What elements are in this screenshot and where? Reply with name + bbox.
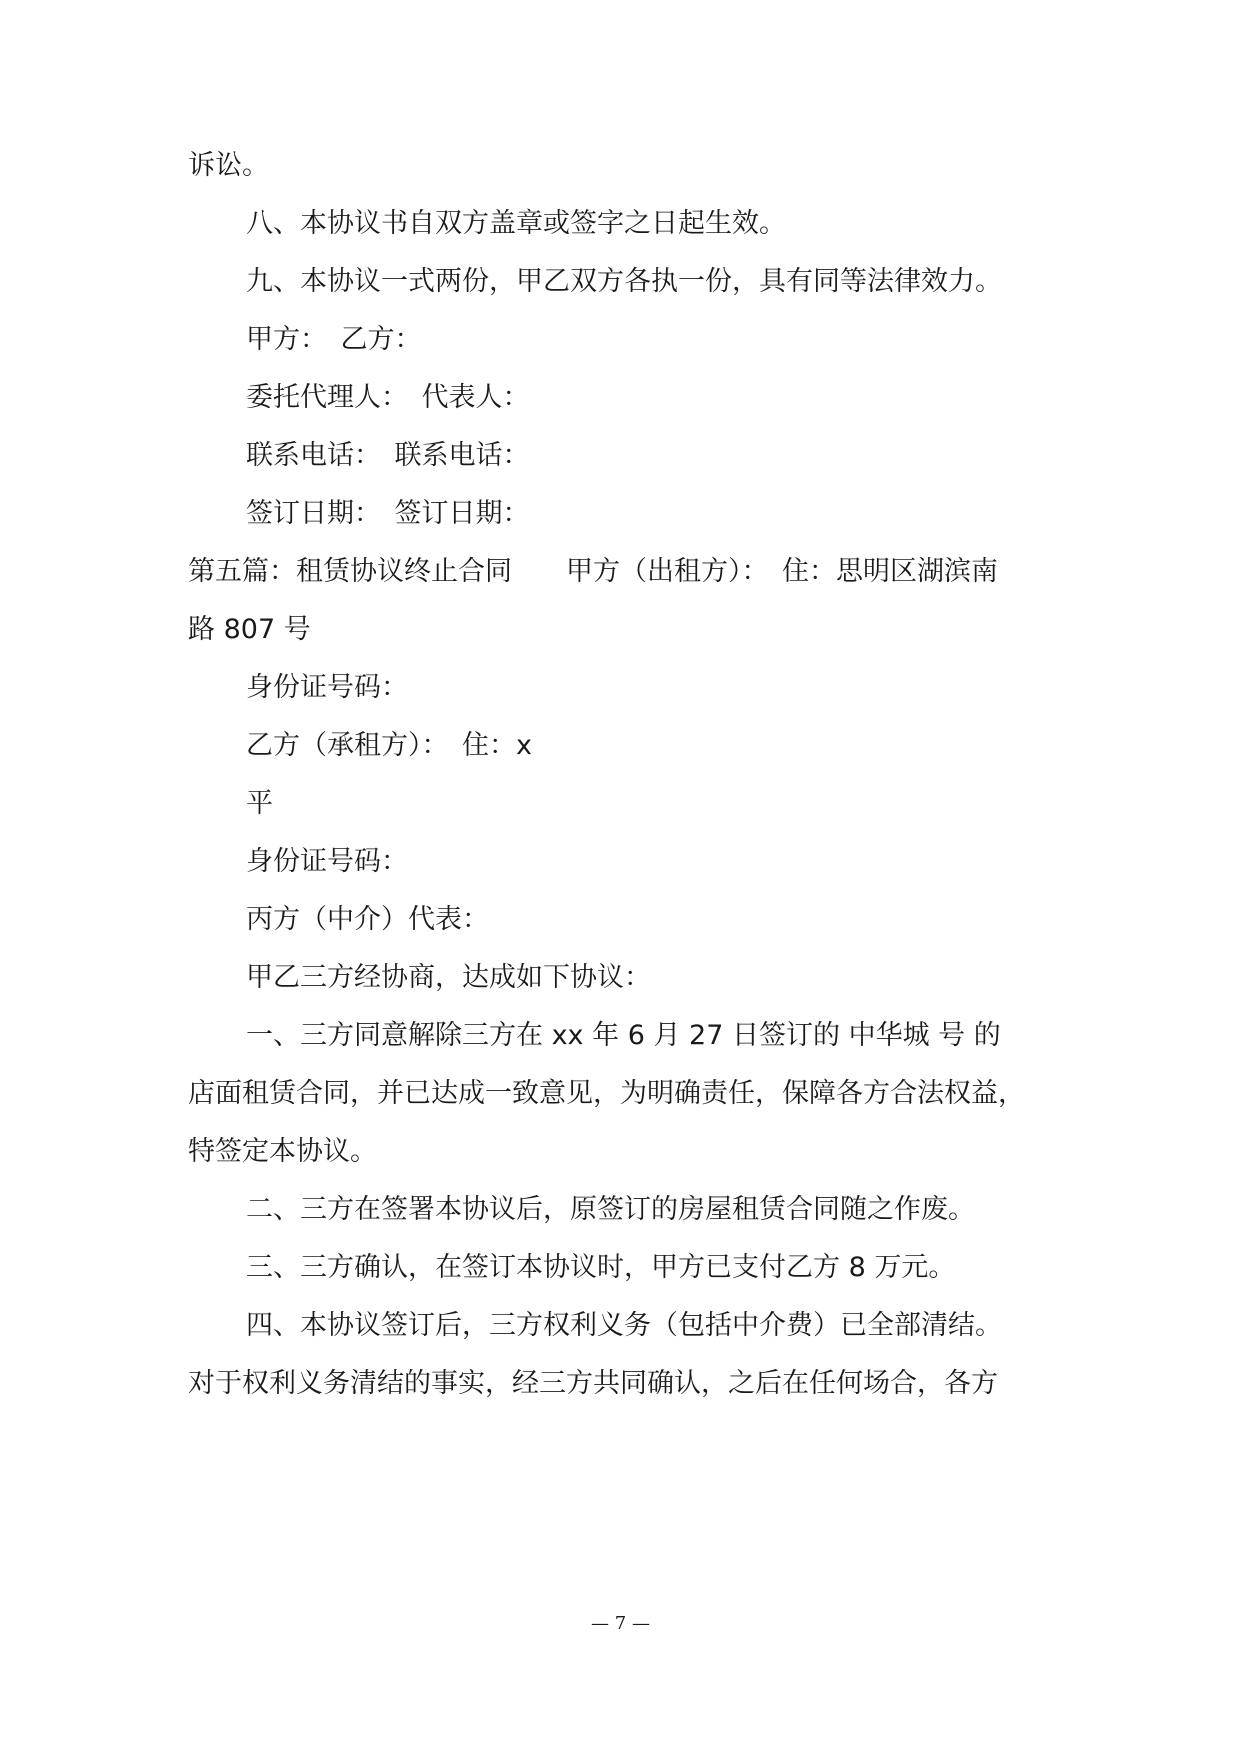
clause-two: 二、三方在签署本协议后，原签订的房屋租赁合同随之作废。 (246, 1194, 975, 1225)
party-b-id: 身份证号码： (246, 846, 408, 877)
signature-phones: 联系电话： 联系电话： (246, 440, 530, 471)
clause-four: 四、本协议签订后，三方权利义务（包括中介费）已全部清结。 (246, 1310, 1002, 1341)
party-b-info: 乙方（承租方）： 住：x (246, 730, 532, 761)
clause-one-continued: 店面租赁合同，并已达成一致意见，为明确责任，保障各方合法权益， (188, 1078, 1025, 1109)
party-b-area: 平 (246, 788, 273, 819)
agreement-intro: 甲乙三方经协商，达成如下协议： (246, 962, 651, 993)
clause-one-end: 特签定本协议。 (188, 1136, 377, 1167)
signature-parties: 甲方： 乙方： (246, 324, 422, 355)
party-a-id: 身份证号码： (246, 672, 408, 703)
clause-nine: 九、本协议一式两份，甲乙双方各执一份，具有同等法律效力。 (246, 266, 1002, 297)
text-line-lawsuit-end: 诉讼。 (188, 150, 269, 181)
clause-one: 一、三方同意解除三方在 xx 年 6 月 27 日签订的 中华城 号 的 (246, 1020, 1001, 1051)
party-c-agent: 丙方（中介）代表： (246, 904, 489, 935)
signature-agents: 委托代理人： 代表人： (246, 382, 530, 413)
clause-eight: 八、本协议书自双方盖章或签字之日起生效。 (246, 208, 786, 239)
section-title-fifth: 第五篇：租赁协议终止合同 甲方（出租方）： 住：思明区湖滨南 (188, 556, 998, 587)
signature-dates: 签订日期： 签订日期： (246, 498, 530, 529)
clause-four-continued: 对于权利义务清结的事实，经三方共同确认，之后在任何场合，各方 (188, 1368, 998, 1399)
clause-three: 三、三方确认，在签订本协议时，甲方已支付乙方 8 万元。 (246, 1252, 956, 1283)
address-continuation: 路 807 号 (188, 614, 311, 645)
page-number: — 7 — (591, 1613, 650, 1634)
